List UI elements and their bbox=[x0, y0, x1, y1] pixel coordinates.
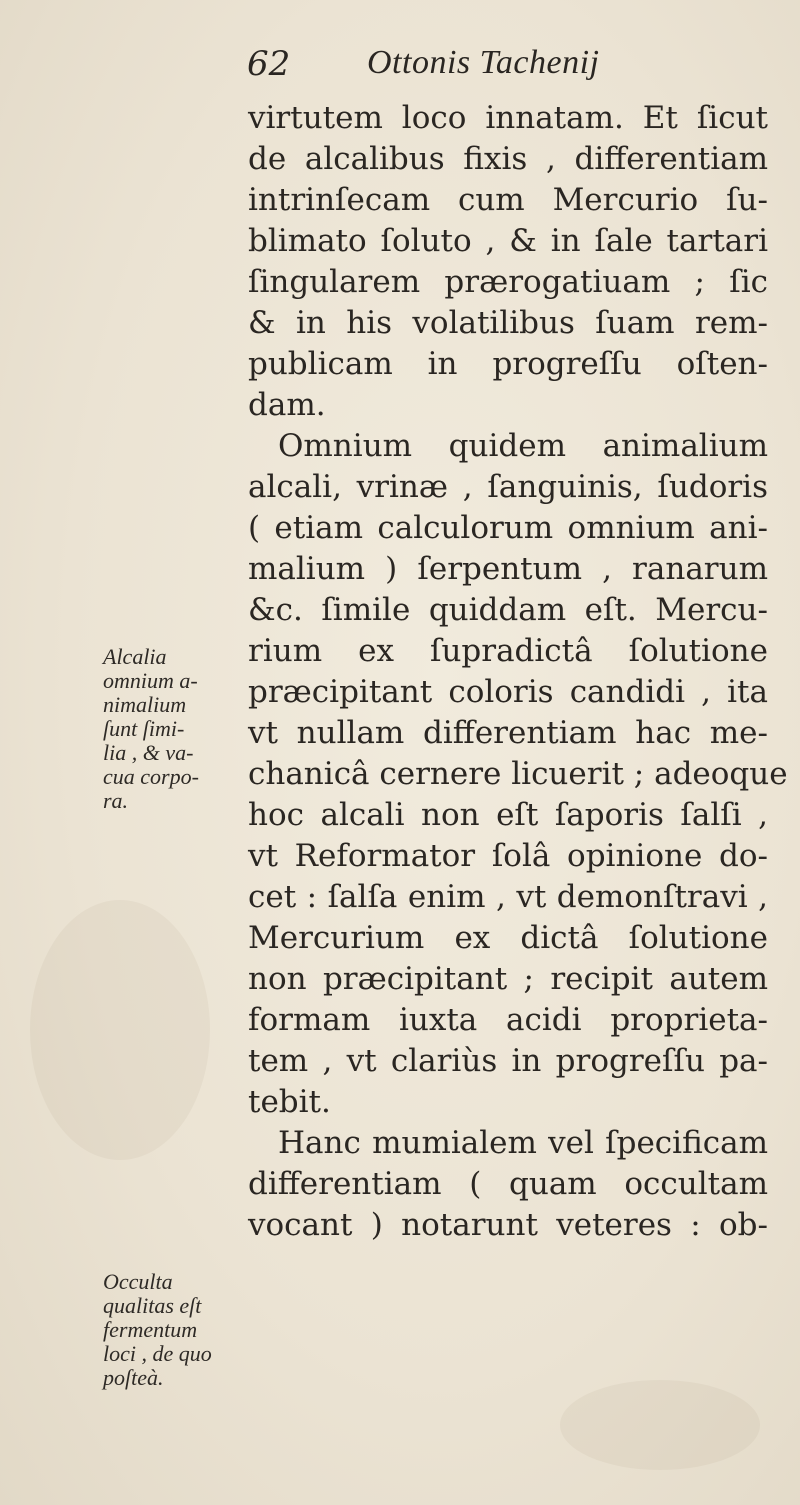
margin-note-line: fermentum bbox=[103, 1317, 198, 1342]
page-number: 62 bbox=[247, 44, 291, 84]
margin-note-line: loci , de quo bbox=[103, 1341, 212, 1366]
text-line: formam iuxta acidi proprieta- bbox=[248, 1002, 768, 1038]
margin-note-line: omnium a- bbox=[103, 668, 198, 693]
text-line: cet : ſalſa enim , vt demonſtravi , bbox=[248, 879, 768, 915]
text-line: vt nullam differentiam hac me- bbox=[248, 715, 768, 751]
text-line: &c. ſimile quiddam eſt. Mercu- bbox=[248, 592, 768, 628]
running-title: Ottonis Tachenij bbox=[367, 44, 600, 81]
text-line: malium ) ſerpentum , ranarum bbox=[248, 551, 768, 587]
text-line: tem , vt clariùs in progreſſu pa- bbox=[248, 1043, 768, 1079]
main-text bbox=[248, 98, 788, 1246]
text-line: Hanc mumialem vel ſpecificam bbox=[278, 1125, 768, 1161]
text-line: dam. bbox=[248, 387, 326, 423]
text-line: non præcipitant ; recipit autem bbox=[248, 961, 768, 997]
text-line: & in his volatilibus ſuam rem- bbox=[248, 305, 768, 341]
paper-stain bbox=[560, 1380, 760, 1470]
text-line: intrinſecam cum Mercurio ſu- bbox=[248, 182, 768, 218]
margin-note-line: ſunt ſimi- bbox=[103, 716, 185, 741]
text-line: ſingularem prærogatiuam ; ſic bbox=[248, 264, 768, 300]
margin-note-line: Alcalia bbox=[103, 644, 167, 669]
margin-note-line: qualitas eſt bbox=[103, 1293, 202, 1318]
margin-note-line: lia , & va- bbox=[103, 740, 194, 765]
margin-note-occulta bbox=[103, 1270, 243, 1390]
text-line: blimato ſoluto , & in ſale tartari bbox=[248, 223, 768, 259]
text-line: virtutem loco innatam. Et ſicut bbox=[248, 100, 768, 136]
margin-note-alcalia bbox=[103, 645, 243, 813]
margin-note-line: cua corpo- bbox=[103, 764, 199, 789]
text-line: rium ex ſupradictâ ſolutione bbox=[248, 633, 768, 669]
text-line: differentiam ( quam occultam bbox=[248, 1166, 768, 1202]
text-line: præcipitant coloris candidi , ita bbox=[248, 674, 768, 710]
text-line: de alcalibus fixis , differentiam bbox=[248, 141, 768, 177]
text-line: Omnium quidem animalium bbox=[278, 428, 768, 464]
margin-note-line: ra. bbox=[103, 788, 129, 813]
text-line: tebit. bbox=[248, 1084, 331, 1120]
margin-note-line: Occulta bbox=[103, 1269, 173, 1294]
text-line: publicam in progreſſu oſten- bbox=[248, 346, 768, 382]
text-line: chanicâ cernere licuerit ; adeoque bbox=[248, 756, 788, 792]
margin-note-line: poſteà. bbox=[103, 1365, 164, 1390]
text-line: Mercurium ex dictâ ſolutione bbox=[248, 920, 768, 956]
text-line: alcali, vrinæ , ſanguinis, ſudoris bbox=[248, 469, 768, 505]
text-line: hoc alcali non eſt ſaporis ſalſi , bbox=[248, 797, 768, 833]
text-line: ( etiam calculorum omnium ani- bbox=[248, 510, 768, 546]
text-line: vocant ) notarunt veteres : ob- bbox=[248, 1207, 768, 1243]
margin-note-line: nimalium bbox=[103, 692, 187, 717]
paper-stain bbox=[30, 900, 210, 1160]
text-line: vt Reformator ſolâ opinione do- bbox=[248, 838, 768, 874]
page-header bbox=[247, 44, 717, 94]
